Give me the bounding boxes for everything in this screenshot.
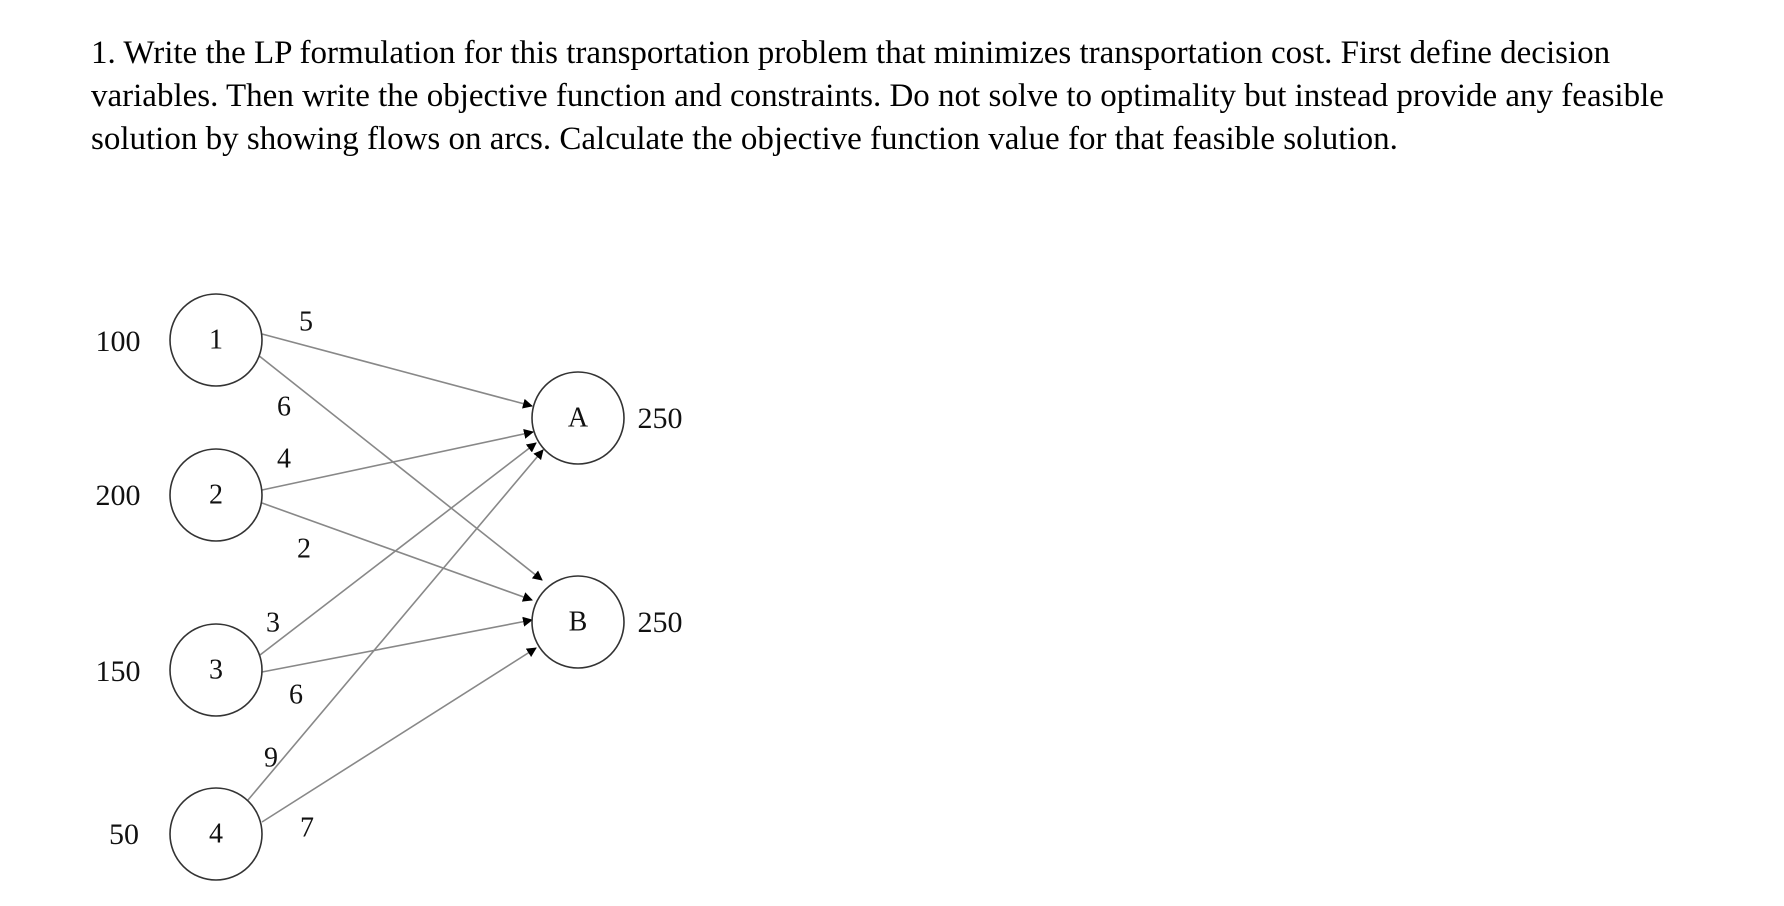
arc-cost-1-to-B: 6 [277, 391, 291, 423]
question-text: 1. Write the LP formulation for this transportation problem that minimizes transportation cost. First define decision variables. Then write the objective function and constraints. Do not solve to optimality but instead provide any feasible solution by showing flows on arcs. Calculate the objective function value for that feasible solution. [91, 35, 1664, 157]
arc-cost-4-to-A: 9 [264, 742, 278, 774]
demand-A: 250 [637, 401, 683, 435]
arc-2-to-A [262, 432, 533, 490]
arc-3-to-B [262, 620, 532, 672]
source-node-label-3: 3 [209, 654, 223, 686]
supply-1: 100 [95, 324, 141, 358]
demand-B: 250 [637, 605, 683, 639]
supply-4: 50 [109, 817, 139, 851]
supply-2: 200 [95, 478, 141, 512]
source-node-label-4: 4 [209, 818, 223, 850]
arc-cost-2-to-A: 4 [277, 443, 291, 475]
arc-4-to-A [248, 450, 543, 800]
destination-node-label-B: B [568, 606, 588, 638]
arc-cost-1-to-A: 5 [299, 306, 313, 338]
arc-cost-4-to-B: 7 [300, 812, 314, 844]
supply-3: 150 [95, 654, 141, 688]
arc-cost-2-to-B: 2 [297, 533, 311, 565]
source-node-label-2: 2 [209, 479, 223, 511]
arc-1-to-A [262, 334, 532, 406]
destination-node-label-A: A [567, 402, 589, 434]
source-node-label-1: 1 [209, 324, 223, 356]
arc-cost-3-to-A: 3 [266, 607, 280, 639]
arc-cost-3-to-B: 6 [289, 679, 303, 711]
